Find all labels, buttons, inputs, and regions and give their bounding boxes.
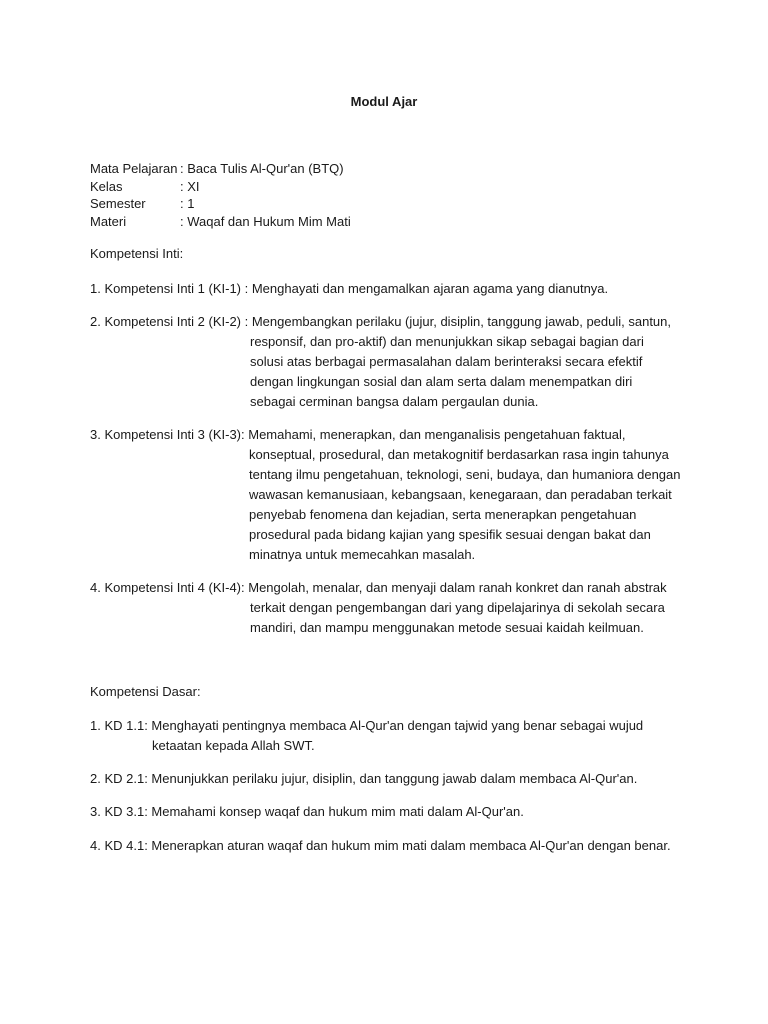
kd-item-4 bbox=[90, 836, 690, 856]
document-title: Modul Ajar bbox=[350, 94, 418, 109]
meta-label: Materi bbox=[90, 213, 127, 229]
kd-item-1 bbox=[90, 716, 690, 756]
meta-row-material bbox=[90, 213, 351, 231]
ki-item-continuation: responsif, dan pro-aktif) dan menunjukkan sikap sebagai bagian dari solusi atas berbagai permasalahan dalam berinteraksi secara efektif dengan lingkungan sosial dan alam serta dalam menempatkan diri sebagai cerminan bangsa dalam pergaulan dunia. bbox=[250, 334, 644, 409]
kd-item-3 bbox=[90, 802, 690, 822]
meta-row-subject bbox=[90, 160, 351, 178]
kd-item-text: 1. KD 1.1: Menghayati pentingnya membaca Al-Qur'an dengan tajwid yang benar sebagai wujud bbox=[90, 718, 644, 733]
ki-item-text: 3. Kompetensi Inti 3 (KI-3): Memahami, menerapkan, dan menganalisis pengetahuan faktual, bbox=[90, 427, 626, 442]
ki-heading: Kompetensi Inti: bbox=[90, 246, 184, 261]
ki-item-text: 4. Kompetensi Inti 4 (KI-4): Mengolah, menalar, dan menyaji dalam ranah konkret dan ranah abstrak bbox=[90, 580, 667, 595]
kd-item-text: 4. KD 4.1: Menerapkan aturan waqaf dan hukum mim mati dalam membaca Al-Qur'an dengan benar. bbox=[90, 838, 671, 853]
meta-value: : Baca Tulis Al-Qur'an (BTQ) bbox=[180, 161, 344, 176]
meta-value: : XI bbox=[180, 178, 200, 194]
ki-item-text: 1. Kompetensi Inti 1 (KI-1) : Menghayati dan mengamalkan ajaran agama yang dianutnya. bbox=[90, 281, 609, 296]
meta-label: Mata Pelajaran bbox=[90, 161, 178, 176]
meta-label: Kelas bbox=[90, 178, 123, 194]
subject-info bbox=[90, 160, 351, 230]
meta-label: Semester bbox=[90, 196, 146, 211]
meta-row-class bbox=[90, 178, 351, 196]
ki-item-text: 2. Kompetensi Inti 2 (KI-2) : Mengembangkan perilaku (jujur, disiplin, tanggung jawab, peduli, santun, bbox=[90, 314, 672, 329]
ki-item-continuation: terkait dengan pengembangan dari yang dipelajarinya di sekolah secara mandiri, dan mampu menggunakan metode sesuai kaidah keilmuan. bbox=[250, 600, 665, 635]
ki-item-4 bbox=[90, 578, 690, 638]
ki-item-3 bbox=[90, 425, 690, 565]
ki-item-1 bbox=[90, 279, 690, 299]
kd-heading: Kompetensi Dasar: bbox=[90, 684, 201, 699]
kd-item-continuation: ketaatan kepada Allah SWT. bbox=[152, 738, 315, 753]
meta-value: : 1 bbox=[180, 196, 195, 211]
meta-row-semester bbox=[90, 195, 351, 213]
ki-item-2 bbox=[90, 312, 690, 412]
ki-item-continuation: konseptual, prosedural, dan metakognitif berdasarkan rasa ingin tahunya tentang ilmu pengetahuan, teknologi, seni, budaya, dan humaniora dengan wawasan kemanusiaan, kebangsaan, kenegaraan, dan peradaban terkait penyebab fenomena dan kejadian, serta menerapkan pengetahuan prosedural pada bidang kajian yang spesifik sesuai dengan bakat dan minatnya untuk memecahkan masalah. bbox=[249, 447, 681, 562]
kd-item-text: 3. KD 3.1: Memahami konsep waqaf dan hukum mim mati dalam Al-Qur'an. bbox=[90, 804, 524, 819]
kd-item-text: 2. KD 2.1: Menunjukkan perilaku jujur, disiplin, dan tanggung jawab dalam membaca Al-Qur'an. bbox=[90, 771, 638, 786]
meta-value: : Waqaf dan Hukum Mim Mati bbox=[180, 213, 351, 229]
kd-item-2 bbox=[90, 769, 690, 789]
